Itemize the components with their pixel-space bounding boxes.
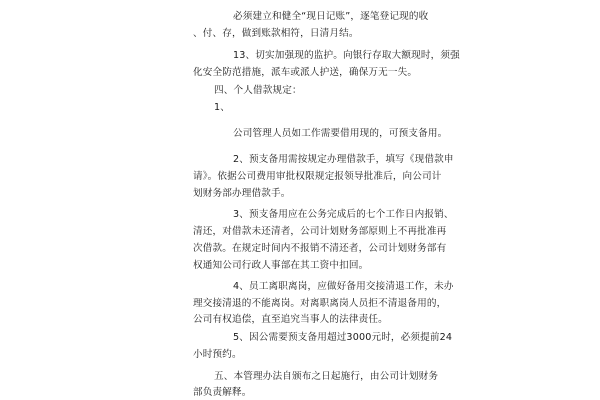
body-text-line: 4、员工离职离岗，应做好备用交接清退工作，未办 [233, 281, 454, 292]
body-text-line: 2、预支备用需按规定办理借款手，填写《现借款申 [233, 154, 454, 165]
body-text-line: 公司有权追偿，直至追究当事人的法律责任。 [193, 314, 388, 325]
body-text-line: 必须建立和健全“现日记账”，逐笔登记现的收 [233, 11, 429, 22]
body-text-line: 化安全防范措施，派车或派人护送，确保万无一失。 [193, 67, 418, 78]
body-text-line: 次借款。在规定时间内不报销不清还者，公司计划财务部有 [193, 243, 447, 254]
body-text-line: 划财务部办理借款手。 [193, 188, 291, 199]
body-text-line: 部负责解释。 [193, 387, 252, 398]
section-heading: 五、本管理办法自颁布之日起施行，由公司计划财务 [214, 371, 439, 382]
body-text-line: 权通知公司行政人事部在其工资中扣回。 [193, 260, 369, 271]
body-text-line: 、付、存，做到账款相符，日清月结。 [193, 28, 359, 39]
section-heading: 四、个人借款规定： [214, 85, 302, 96]
body-text-line: 小时预约。 [193, 349, 242, 360]
body-text-line: 3、预支备用应在公务完成后的七个工作日内报销、 [233, 209, 454, 220]
body-text-line: 理交接清退的不能离岗。对离职离岗人员拒不清退备用的， [193, 298, 447, 309]
body-text-line: 清还，对借款未还清者，公司计划财务部原则上不再批准再 [193, 226, 447, 237]
body-text-line: 1、 [214, 102, 230, 113]
body-text-line: 13、切实加强现的监护。向银行存取大额现时，须强 [233, 50, 460, 61]
body-text-line: 公司管理人员如工作需要借用现的，可预支备用。 [233, 128, 448, 139]
body-text-line: 请》。依据公司费用审批权限规定报领导批准后，向公司计 [193, 171, 442, 182]
body-text-line: 5、因公需要预支备用超过3000元时，必须提前24 [233, 332, 453, 343]
